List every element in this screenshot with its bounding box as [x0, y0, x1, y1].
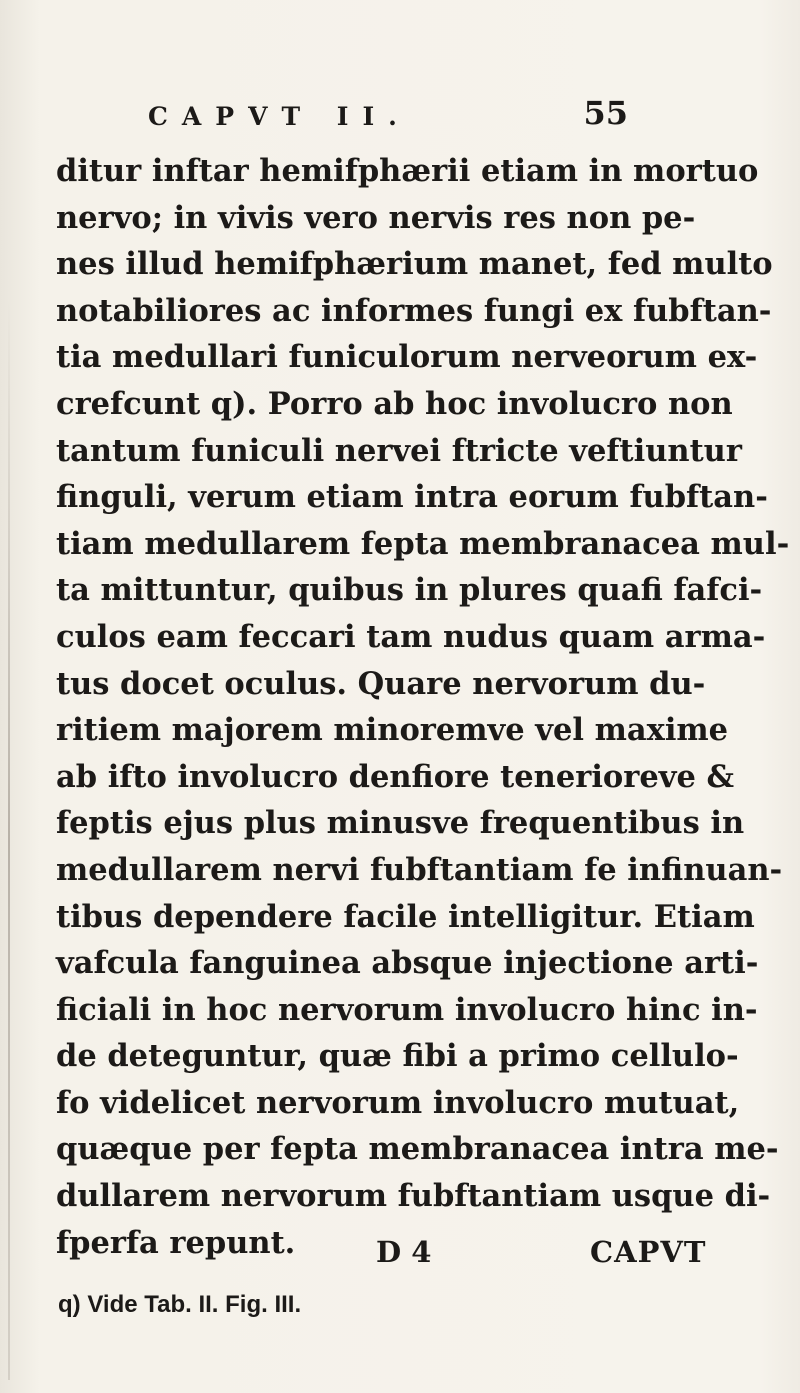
text-line: notabiliores ac informes fungi ex fubftan- — [56, 292, 772, 329]
page-number: 55 — [583, 94, 628, 132]
text-line: dullarem nervorum fubftantiam usque di- — [56, 1178, 771, 1215]
text-line: tus docet oculus. Quare nervorum du- — [56, 665, 706, 702]
text-line: ritiem majorem minoremve vel maxime — [56, 712, 729, 749]
text-line: medullarem nervi fubftantiam fe infinuan- — [56, 851, 783, 888]
text-line: ficiali in hoc nervorum involucro hinc in- — [56, 991, 758, 1028]
text-line: feptis ejus plus minusve frequentibus in — [56, 805, 745, 842]
text-line: finguli, verum etiam intra eorum fubftan- — [56, 479, 768, 516]
page-header — [148, 88, 628, 138]
body-text — [56, 148, 790, 1266]
running-title: CAPVT II. — [148, 102, 411, 131]
text-line: crefcunt q). Porro ab hoc involucro non — [56, 385, 733, 422]
text-line: culos eam feccari tam nudus quam arma- — [56, 618, 766, 655]
text-line: ab ifto involucro denfiore teneriorevе & — [56, 758, 734, 795]
text-line: ditur inftar hemifphærii etiam in mortuo — [56, 153, 759, 189]
catchline — [0, 1235, 800, 1281]
text-line: fperfa repunt. — [56, 1224, 296, 1261]
footnote: q) Vide Tab. II. Fig. III. — [58, 1291, 302, 1318]
text-line: tiam medullarem fepta membranacea mul- — [56, 525, 790, 562]
text-line: de deteguntur, quæ fibi a primo cellulo- — [56, 1038, 739, 1075]
text-line: quæque per fepta membranacea intra me- — [56, 1131, 779, 1168]
text-line: vafcula fanguinea absque injectione arti- — [56, 945, 759, 982]
text-line: tia medullari funiculorum nerveorum ex- — [56, 339, 758, 376]
catchword: CAPVT — [590, 1235, 707, 1269]
text-line: ta mittuntur, quibus in plures quafi fafci- — [56, 572, 763, 609]
text-line: fo videlicet nervorum involucro mutuat, — [56, 1084, 740, 1121]
binding-shadow — [8, 300, 10, 1380]
text-line: tibus dependere facile intelligitur. Etiam — [56, 898, 755, 935]
text-line: nervo; in vivis vero nervis res non pe- — [56, 199, 696, 236]
text-line: tantum funiculi nervei ftricte veftiuntur — [56, 432, 742, 469]
signature-mark: D 4 — [376, 1235, 432, 1269]
text-line: nes illud hemifphærium manet, fed multo — [56, 246, 773, 283]
